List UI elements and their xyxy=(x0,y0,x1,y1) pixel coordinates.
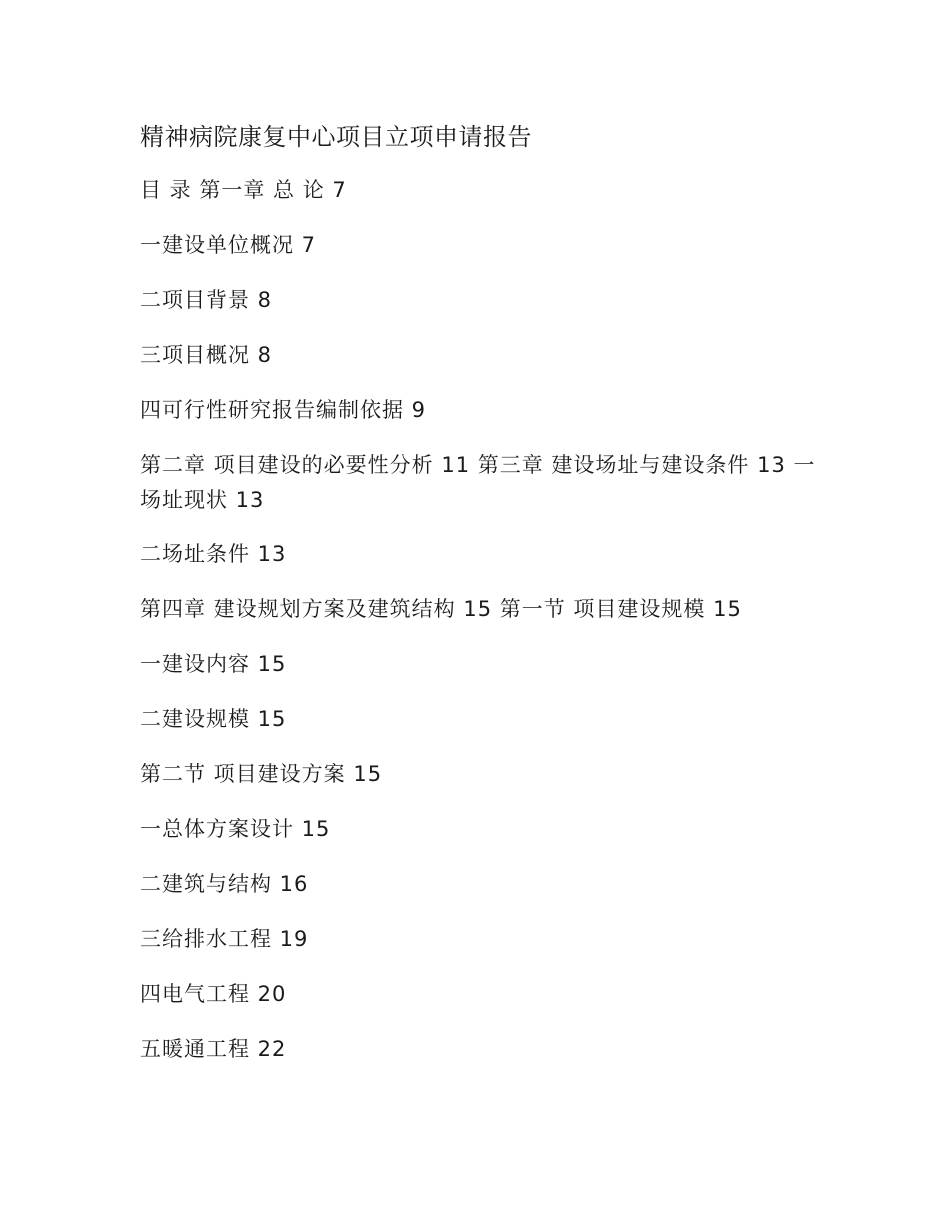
toc-entry: 一总体方案设计 15 xyxy=(140,817,331,841)
table-of-contents xyxy=(140,173,820,1067)
toc-entry: 三项目概况 8 xyxy=(140,343,273,367)
toc-entry: 二场址条件 13 xyxy=(140,542,287,566)
toc-entry: 一建设单位概况 7 xyxy=(140,233,317,257)
toc-entry: 二建设规模 15 xyxy=(140,707,287,731)
document-content xyxy=(140,118,820,1087)
toc-entry: 四可行性研究报告编制依据 9 xyxy=(140,398,427,422)
toc-entry: 四电气工程 20 xyxy=(140,982,287,1006)
document-title: 精神病院康复中心项目立项申请报告 xyxy=(140,123,532,151)
toc-entry: 第四章 建设规划方案及建筑结构 15 第一节 项目建设规模 15 xyxy=(140,597,742,621)
toc-entry: 二建筑与结构 16 xyxy=(140,872,309,896)
toc-entry: 二项目背景 8 xyxy=(140,288,273,312)
toc-entry: 第二节 项目建设方案 15 xyxy=(140,762,383,786)
toc-entry: 第二章 项目建设的必要性分析 11 第三章 建设场址与建设条件 13 一场址现状 13 xyxy=(140,453,816,512)
toc-entry: 目 录 第一章 总 论 7 xyxy=(140,178,347,202)
toc-entry: 三给排水工程 19 xyxy=(140,927,309,951)
toc-entry: 一建设内容 15 xyxy=(140,652,287,676)
toc-entry: 五暖通工程 22 xyxy=(140,1037,287,1061)
